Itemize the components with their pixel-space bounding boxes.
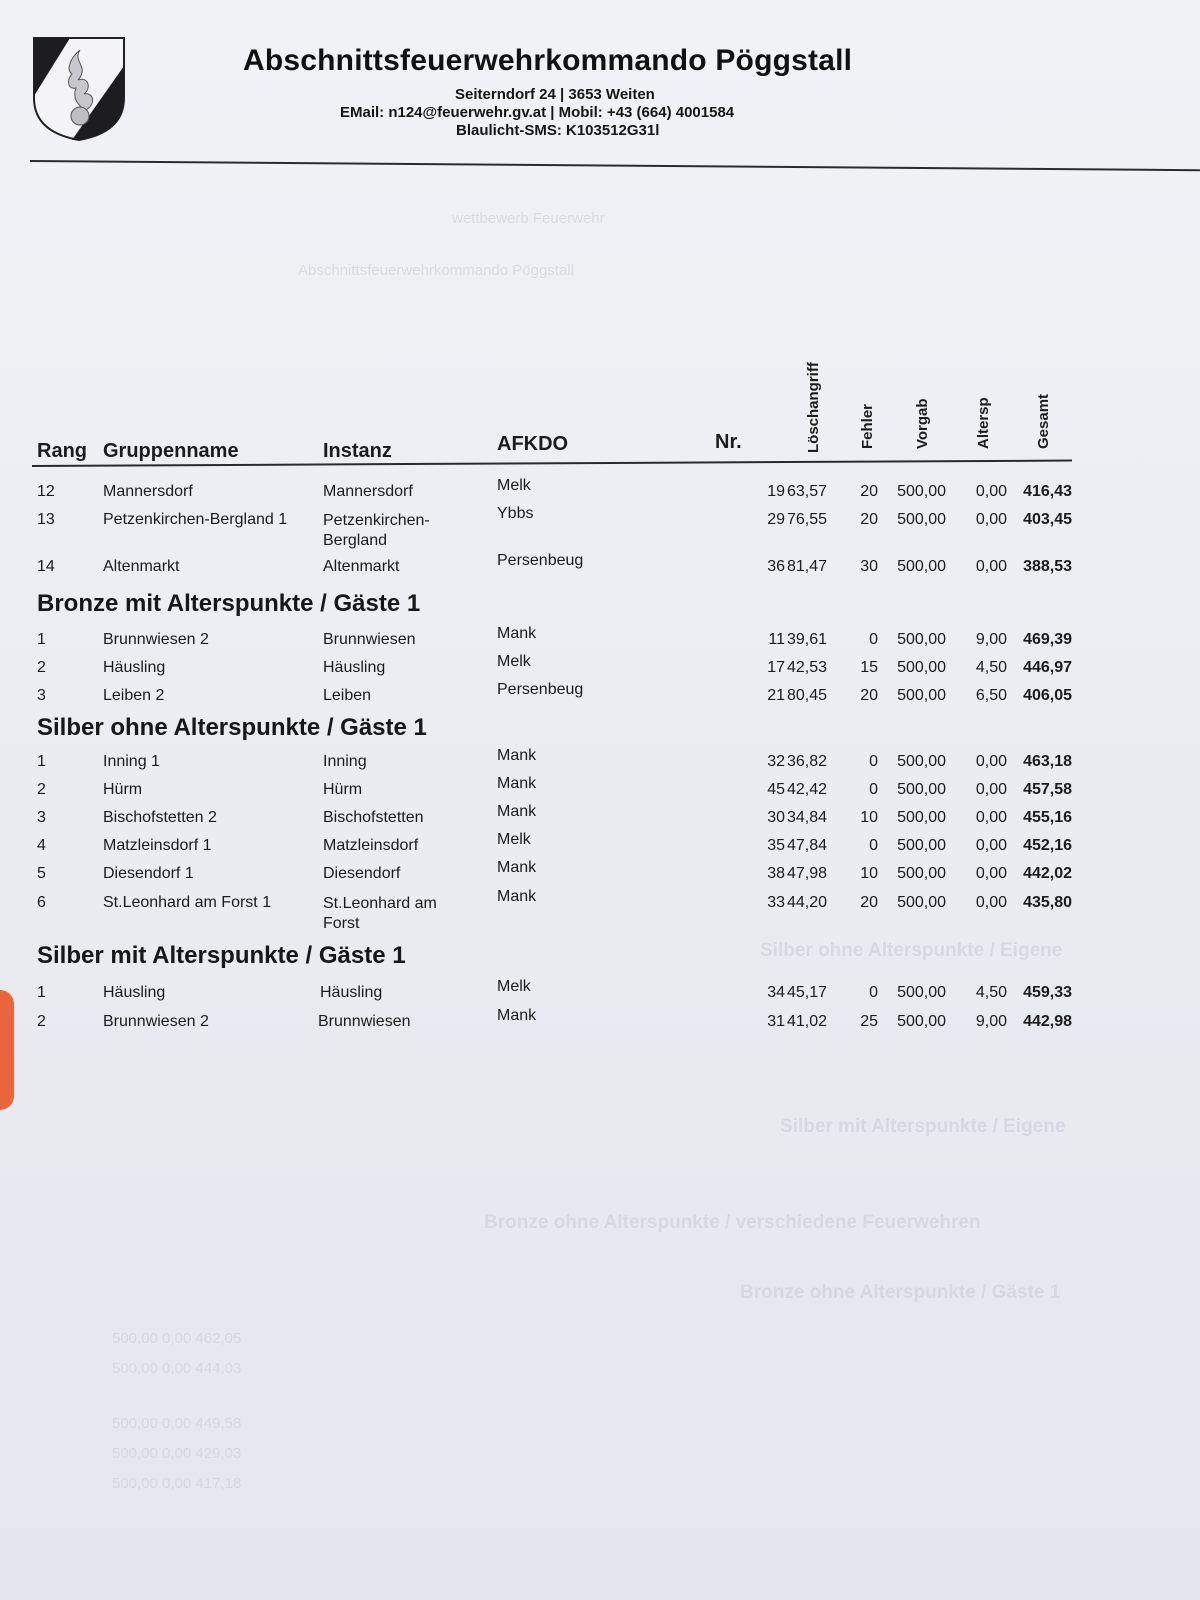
cell-nr: 30 <box>767 809 785 826</box>
cell-loeschangriff: 36,82 <box>786 753 827 770</box>
cell-nr: 11 <box>768 631 785 648</box>
cell-afkdo: Melk <box>497 477 531 494</box>
cell-gesamt: 459,33 <box>1023 984 1072 1001</box>
cell-afkdo: Mank <box>497 888 537 905</box>
cell-instanz: Bischofstetten <box>323 809 424 826</box>
cell-fehler: 20 <box>860 687 878 704</box>
cell-vorgab: 500,00 <box>897 809 946 826</box>
cell-gruppenname: Häusling <box>103 659 166 676</box>
cell-loeschangriff: 76,55 <box>786 511 827 528</box>
cell-instanz: Inning <box>323 753 367 770</box>
cell-rang: 2 <box>37 781 46 798</box>
cell-afkdo: Persenbeug <box>497 552 584 569</box>
cell-instanz: Mannersdorf <box>323 483 413 500</box>
cell-gruppenname: Brunnwiesen 2 <box>103 631 209 648</box>
cell-instanz: Altenmarkt <box>323 558 400 575</box>
cell-instanz: Hürm <box>323 781 363 798</box>
cell-altersp: 9,00 <box>975 1013 1007 1030</box>
fire-brigade-logo-icon <box>32 36 126 142</box>
cell-gruppenname: Hürm <box>103 781 143 798</box>
cell-gesamt: 446,97 <box>1023 659 1072 676</box>
cell-nr: 29 <box>767 511 785 528</box>
cell-altersp: 0,00 <box>975 865 1007 882</box>
cell-rang: 1 <box>37 753 46 770</box>
cell-nr: 36 <box>767 558 785 575</box>
col-loeschangriff: Löschangriff <box>805 362 822 453</box>
cell-altersp: 0,00 <box>975 483 1007 500</box>
cell-altersp: 9,00 <box>975 631 1007 648</box>
col-gruppenname: Gruppenname <box>103 440 239 462</box>
col-altersp: Altersp <box>975 397 992 449</box>
cell-fehler: 15 <box>860 659 878 676</box>
cell-loeschangriff: 45,17 <box>786 984 827 1001</box>
cell-gesamt: 406,05 <box>1023 687 1072 704</box>
cell-afkdo: Mank <box>497 747 537 764</box>
cell-nr: 34 <box>767 984 785 1001</box>
cell-altersp: 6,50 <box>975 687 1007 704</box>
cell-afkdo: Mank <box>497 859 537 876</box>
cell-gruppenname: Matzleinsdorf 1 <box>103 837 212 854</box>
cell-gesamt: 452,16 <box>1023 837 1072 854</box>
cell-rang: 5 <box>37 865 46 882</box>
cell-instanz: St.Leonhard am Forst <box>323 895 437 932</box>
cell-rang: 2 <box>37 659 46 676</box>
cell-nr: 35 <box>767 837 785 854</box>
cell-afkdo: Melk <box>497 978 531 995</box>
cell-rang: 3 <box>37 809 46 826</box>
cell-loeschangriff: 47,84 <box>786 837 827 854</box>
cell-nr: 32 <box>767 753 785 770</box>
organization-title: Abschnittsfeuerwehrkommando Pöggstall <box>243 44 853 77</box>
cell-vorgab: 500,00 <box>897 753 946 770</box>
cell-gruppenname: Leiben 2 <box>103 687 165 704</box>
cell-nr: 21 <box>767 687 785 704</box>
cell-fehler: 10 <box>860 865 878 882</box>
cell-nr: 45 <box>767 781 785 798</box>
cell-gesamt: 388,53 <box>1023 558 1072 575</box>
cell-vorgab: 500,00 <box>897 511 946 528</box>
cell-vorgab: 500,00 <box>897 894 946 911</box>
cell-vorgab: 500,00 <box>897 837 946 854</box>
cell-vorgab: 500,00 <box>897 659 946 676</box>
cell-fehler: 0 <box>869 781 878 798</box>
cell-fehler: 25 <box>860 1013 878 1030</box>
cell-gesamt: 455,16 <box>1023 809 1072 826</box>
cell-altersp: 0,00 <box>975 753 1007 770</box>
cell-vorgab: 500,00 <box>897 984 946 1001</box>
cell-altersp: 0,00 <box>975 781 1007 798</box>
cell-gruppenname: Bischofstetten 2 <box>103 809 217 826</box>
cell-gesamt: 416,43 <box>1023 483 1072 500</box>
cell-vorgab: 500,00 <box>897 483 946 500</box>
col-afkdo: AFKDO <box>497 433 569 455</box>
section-heading: Silber ohne Alterspunkte / Gäste 1 <box>37 714 427 741</box>
cell-afkdo: Mank <box>497 625 537 642</box>
sms-line: Blaulicht-SMS: K103512G31l <box>456 122 660 139</box>
cell-gesamt: 435,80 <box>1023 894 1072 911</box>
cell-altersp: 0,00 <box>975 809 1007 826</box>
cell-altersp: 4,50 <box>975 984 1007 1001</box>
cell-fehler: 20 <box>860 894 878 911</box>
cell-vorgab: 500,00 <box>897 558 946 575</box>
cell-afkdo: Ybbs <box>497 505 534 522</box>
cell-instanz: Häusling <box>323 659 386 676</box>
cell-fehler: 30 <box>860 558 878 575</box>
cell-instanz: Diesendorf <box>323 865 401 882</box>
cell-instanz: Brunnwiesen <box>318 1013 411 1030</box>
cell-rang: 1 <box>37 631 46 648</box>
cell-rang: 14 <box>37 558 55 575</box>
cell-fehler: 20 <box>860 511 878 528</box>
cell-loeschangriff: 47,98 <box>786 865 827 882</box>
cell-rang: 1 <box>37 984 46 1001</box>
cell-loeschangriff: 63,57 <box>786 483 827 500</box>
cell-altersp: 4,50 <box>975 659 1007 676</box>
cell-rang: 3 <box>37 687 46 704</box>
cell-fehler: 20 <box>860 483 878 500</box>
col-vorgab: Vorgab <box>914 398 931 449</box>
cell-instanz: Leiben <box>323 687 372 704</box>
cell-loeschangriff: 80,45 <box>786 687 827 704</box>
cell-nr: 38 <box>767 865 785 882</box>
cell-loeschangriff: 34,84 <box>786 809 827 826</box>
cell-nr: 33 <box>767 894 785 911</box>
cell-afkdo: Mank <box>497 775 537 792</box>
cell-altersp: 0,00 <box>975 558 1007 575</box>
cell-fehler: 10 <box>860 809 878 826</box>
cell-fehler: 0 <box>869 984 878 1001</box>
cell-gruppenname: Inning 1 <box>103 753 160 770</box>
cell-loeschangriff: 42,42 <box>786 781 827 798</box>
cell-nr: 17 <box>767 659 785 676</box>
document-page: Abschnittsfeuerwehrkommando Pöggstall Seiterndorf 24 | 3653 Weiten EMail: n124@feuerwehr.gv.at | Mobil: +43 (664) 4001584 Blaulicht-SMS: K103512G31l wettbewerb Feuerwehr Abschnittsfeuerwehrkommando Pöggstall Silber ohne Alterspunkte / Eigene Silber mit Alterspunkte / Eigene Bronze ohne Alterspunkte / verschiedene Feuerwehren Bronze ohne Alterspunkte / Gäste 1 500,00 0,00 462,05 500,00 0,00 444,03 500,00 0,00 449,58 500,00 0,00 429,03 500,00 0,00 417,18 Rang Gruppenname Instanz AFKDO Nr. Löschangriff Fehler Vorgab Altersp Gesamt 12 Mannersdorf Mannersdorf Melk 19 63,57 20 500,00 0,00 416,43 13 Petzenkirchen-Bergland 1 Petzenkirchen-Bergland Ybbs 29 76,55 20 500,00 0,00 403,45 14 Altenmarkt Altenmarkt Persenbeug 36 81,47 30 500,00 0,00 388,53 Bronze mit Alterspunkte / Gäste 1 1 Brunnwiesen 2 Brunnwiesen Mank 11 39,61 0 500,00 9,00 469,39 2 Häusling Häusling Melk 17 42,53 15 500,00 4,50 446,97 3 Leiben 2 Leiben Persenbeug 21 80,45 20 500,00 6,50 406,05 Silber ohne Alterspunkte / Gäste 1 1 Inning 1 Inning Mank 32 36,82 0 500,00 0,00 463,18 2 Hürm Hürm Mank 45 42,42 0 500,00 0,00 457,58 3 Bischofstetten 2 Bischofstetten Mank 30 34,84 10 500,00 0,00 455,16 4 Matzleinsdorf 1 Matzleinsdorf Melk 35 47,84 0 500,00 0,00 452,16 5 Diesendorf 1 Diesendorf Mank 38 47,98 10 500,00 0,00 442,02 6 St.Leonhard am Forst 1 St.Leonhard am Forst Mank 33 44,20 20 500,00 0,00 435,80 Silber mit Alterspunkte / Gäste 1 1 Häusling Häusling Melk 34 45,17 0 500,00 4,50 459,33 2 Brunnwiesen 2 Brunnwiesen Mank 31 41,02 25 500,00 9,00 442,98 <box>0 0 1200 1600</box>
cell-loeschangriff: 44,20 <box>786 894 827 911</box>
section-heading: Bronze mit Alterspunkte / Gäste 1 <box>37 590 421 617</box>
cell-afkdo: Melk <box>497 653 531 670</box>
cell-afkdo: Mank <box>497 803 537 820</box>
cell-afkdo: Melk <box>497 831 531 848</box>
cell-vorgab: 500,00 <box>897 631 946 648</box>
cell-gruppenname: Brunnwiesen 2 <box>103 1013 209 1030</box>
cell-altersp: 0,00 <box>975 837 1007 854</box>
col-fehler: Fehler <box>859 403 876 449</box>
address-line: Seiterndorf 24 | 3653 Weiten <box>455 86 655 103</box>
cell-rang: 6 <box>37 894 46 911</box>
col-rang: Rang <box>37 440 87 462</box>
cell-vorgab: 500,00 <box>897 687 946 704</box>
cell-instanz: Matzleinsdorf <box>323 837 419 854</box>
cell-gruppenname: Diesendorf 1 <box>103 865 194 882</box>
cell-loeschangriff: 39,61 <box>786 631 827 648</box>
cell-loeschangriff: 41,02 <box>786 1013 827 1030</box>
cell-nr: 31 <box>767 1013 785 1030</box>
cell-gesamt: 403,45 <box>1023 511 1072 528</box>
table-row <box>0 1007 1200 1069</box>
cell-gruppenname: Mannersdorf <box>103 483 193 500</box>
cell-altersp: 0,00 <box>975 511 1007 528</box>
cell-gruppenname: Altenmarkt <box>103 558 180 575</box>
cell-afkdo: Persenbeug <box>497 681 584 698</box>
cell-fehler: 0 <box>869 631 878 648</box>
cell-vorgab: 500,00 <box>897 781 946 798</box>
cell-gesamt: 469,39 <box>1023 631 1072 648</box>
cell-gesamt: 442,98 <box>1023 1013 1072 1030</box>
col-nr: Nr. <box>715 431 742 453</box>
col-gesamt: Gesamt <box>1035 393 1052 449</box>
header-divider <box>30 160 1200 171</box>
cell-instanz: Brunnwiesen <box>323 631 416 648</box>
cell-gruppenname: Häusling <box>103 984 166 1001</box>
cell-loeschangriff: 81,47 <box>786 558 827 575</box>
cell-nr: 19 <box>767 483 785 500</box>
cell-fehler: 0 <box>869 753 878 770</box>
cell-rang: 4 <box>37 837 46 854</box>
cell-rang: 2 <box>37 1013 46 1030</box>
section-heading: Silber mit Alterspunkte / Gäste 1 <box>37 942 406 969</box>
cell-gesamt: 457,58 <box>1023 781 1072 798</box>
cell-gruppenname: St.Leonhard am Forst 1 <box>103 894 272 911</box>
cell-vorgab: 500,00 <box>897 1013 946 1030</box>
cell-instanz: Petzenkirchen-Bergland <box>323 512 430 549</box>
cell-loeschangriff: 42,53 <box>786 659 827 676</box>
cell-afkdo: Mank <box>497 1007 537 1024</box>
cell-rang: 13 <box>37 511 55 528</box>
cell-altersp: 0,00 <box>975 894 1007 911</box>
cell-fehler: 0 <box>869 837 878 854</box>
cell-instanz: Häusling <box>320 984 383 1001</box>
cell-gesamt: 463,18 <box>1023 753 1072 770</box>
cell-vorgab: 500,00 <box>897 865 946 882</box>
contact-line: EMail: n124@feuerwehr.gv.at | Mobil: +43 (664) 4001584 <box>340 104 735 121</box>
cell-rang: 12 <box>37 483 55 500</box>
cell-gesamt: 442,02 <box>1023 865 1072 882</box>
col-instanz: Instanz <box>323 440 392 462</box>
cell-gruppenname: Petzenkirchen-Bergland 1 <box>103 511 288 528</box>
